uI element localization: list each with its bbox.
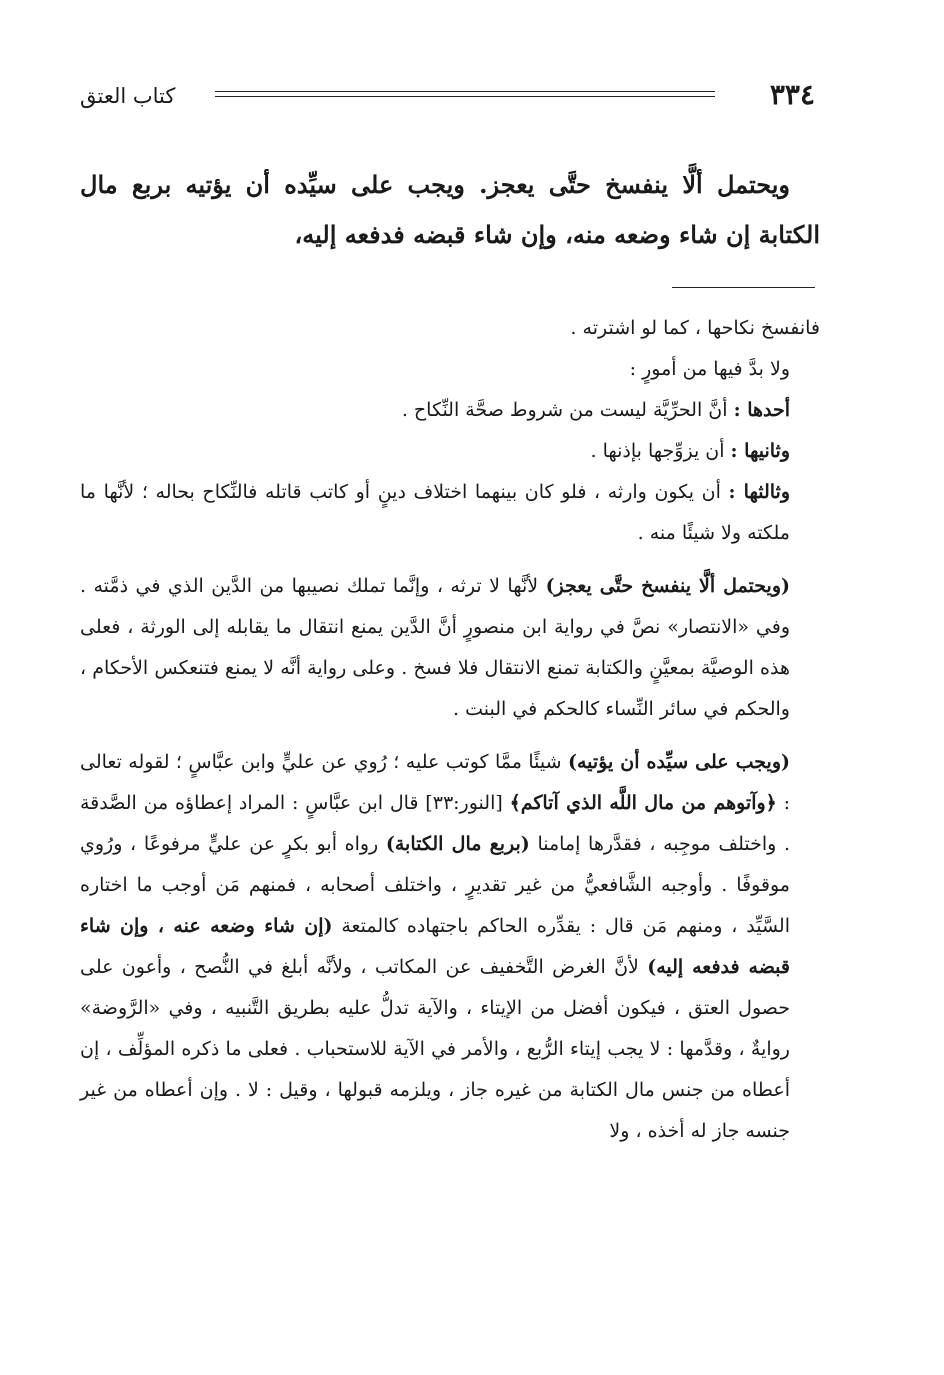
commentary-text: لأنَّها لا ترثه ، وإنَّما تملك نصيبها من الدَّين الذي في ذمَّته . وفي «الانتصار» نصَّ في رواية ابن منصورٍ أنَّ الدَّين يمنع انتقال ما يقابله إلى الورثة ، فعلى هذه الوصيَّة بمعيَّنٍ والكتابة تمنع الانتقال فلا فسخ . وعلى رواية أنَّه لا يمنع فتنعكس الأحكام ، والحكم في سائر النِّساء كالحكم في البنت . — [80, 575, 790, 720]
commentary-text: رواه أبو بكرٍ عن عليٍّ مرفوعًا ، ورُوي موقوفًا . وأوجبه الشَّافعيُّ من غير تقديرٍ ، واختلف أصحابه ، فمنهم مَن أوجب ما اختاره السَّيِّد ، ومنهم مَن قال : يقدِّره الحاكم باجتهاده كالمتعة — [80, 833, 790, 937]
commentary-paragraph — [80, 742, 820, 1152]
commentary-paragraph — [80, 431, 820, 472]
commentary-lead: وثالثها : — [728, 481, 790, 503]
quoted-matn: (بربع مال الكتابة) — [385, 833, 530, 855]
commentary-lead: وثانيها : — [730, 440, 790, 462]
quran-verse: ﴿وآتوهم من مال اللَّه الذي آتاكم﴾ — [509, 792, 777, 814]
main-text — [80, 160, 820, 260]
main-text-body: ويحتمل ألَّا ينفسخ حتَّى يعجز. ويجب على سيِّده أن يؤتيه بربع مال الكتابة إن شاء وضعه منه، وإن شاء قبضه فدفعه إليه، — [80, 170, 820, 249]
commentary-text: أن يزوِّجها بإذنها . — [590, 440, 731, 462]
commentary-paragraph — [80, 308, 820, 349]
commentary-divider — [672, 287, 815, 288]
commentary-text: ولا بدَّ فيها من أمورٍ : — [629, 358, 790, 380]
page-number: ٣٣٤ — [769, 78, 815, 111]
commentary-text: أنَّ الحرِّيَّة ليست من شروط صحَّة النِّكاح . — [401, 399, 734, 421]
commentary-text: فانفسخ نكاحها ، كما لو اشترته . — [570, 317, 820, 339]
quoted-matn: (إن شاء وضعه عنه ، وإن شاء قبضه فدفعه إليه) — [80, 915, 790, 978]
commentary-paragraph — [80, 349, 820, 390]
running-title: كتاب العتق — [80, 84, 176, 108]
commentary-text: شيئًا ممَّا كوتب عليه ؛ رُوي عن عليٍّ وابن عبَّاسٍ ؛ لقوله تعالى : — [80, 751, 790, 814]
header-rule — [215, 91, 715, 97]
commentary-lead: أحدها : — [733, 399, 790, 421]
quoted-matn: (ويجب على سيِّده أن يؤتيه) — [568, 751, 790, 773]
commentary-text: أن يكون وارثه ، فلو كان بينهما اختلاف دينٍ أو كاتب قاتله فالنِّكاح بحاله ؛ لأنَّها ما ملكته ولا شيئًا منه . — [80, 481, 790, 544]
commentary-paragraph — [80, 566, 820, 730]
page-header — [80, 78, 815, 118]
quoted-matn: (ويحتمل ألَّا ينفسخ حتَّى يعجز) — [545, 575, 790, 597]
commentary-text: [النور:٣٣] قال ابن عبَّاسٍ : المراد إعطاؤه من الصَّدقة . واختلف موجِبه ، فقدَّرها إمامنا — [80, 792, 790, 855]
commentary — [80, 308, 820, 1152]
commentary-paragraph — [80, 390, 820, 431]
commentary-paragraph — [80, 472, 820, 554]
commentary-text: لأنَّ الغرض التَّخفيف عن المكاتب ، ولأنَّه أبلغ في النُّصح ، وأعون على حصول العتق ، فيكون أفضل من الإيتاء ، والآية تدلُّ عليه بطريق التَّنبيه ، وفي «الرَّوضة» روايةٌ ، وقدَّمها : لا يجب إيتاء الرُّبع ، والأمر في الآية للاستحباب . فعلى ما ذكره المؤلِّف ، إن أعطاه من جنس مال الكتابة من غيره جاز ، ويلزمه قبولها ، وقيل : لا . وإن أعطاه من غير جنسه جاز له أخذه ، ولا — [80, 956, 790, 1142]
